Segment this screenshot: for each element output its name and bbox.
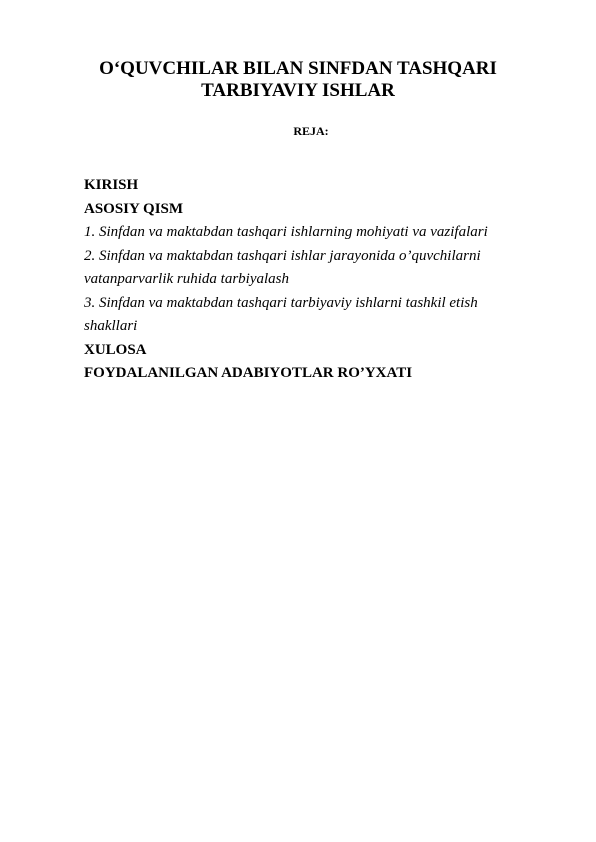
toc-item-main-part: ASOSIY QISM	[84, 200, 184, 217]
table-of-contents	[84, 174, 524, 386]
toc-item-references: FOYDALANILGAN ADABIYOTLAR RO’YXATI	[84, 365, 413, 381]
toc-item-3: 3. Sinfdan va maktabdan tashqari tarbiyaviy ishlarni tashkil etish	[84, 294, 478, 311]
toc-item-intro: KIRISH	[84, 177, 139, 193]
toc-item-2-cont: vatanparvarlik ruhida tarbiyalash	[84, 271, 289, 287]
document-title	[80, 58, 516, 102]
toc-item-3-cont: shakllari	[84, 318, 138, 334]
plan-heading: REJA:	[293, 124, 329, 138]
title-line-2: TARBIYAVIY ISHLAR	[201, 80, 395, 101]
toc-item-1: 1. Sinfdan va maktabdan tashqari ishlarning mohiyati va vazifalari	[84, 224, 488, 240]
toc-item-conclusion: XULOSA	[84, 341, 147, 358]
title-line-1: O‘QUVCHILAR BILAN SINFDAN TASHQARI	[99, 58, 497, 79]
toc-item-2: 2. Sinfdan va maktabdan tashqari ishlar jarayonida o’quvchilarni	[84, 247, 481, 264]
